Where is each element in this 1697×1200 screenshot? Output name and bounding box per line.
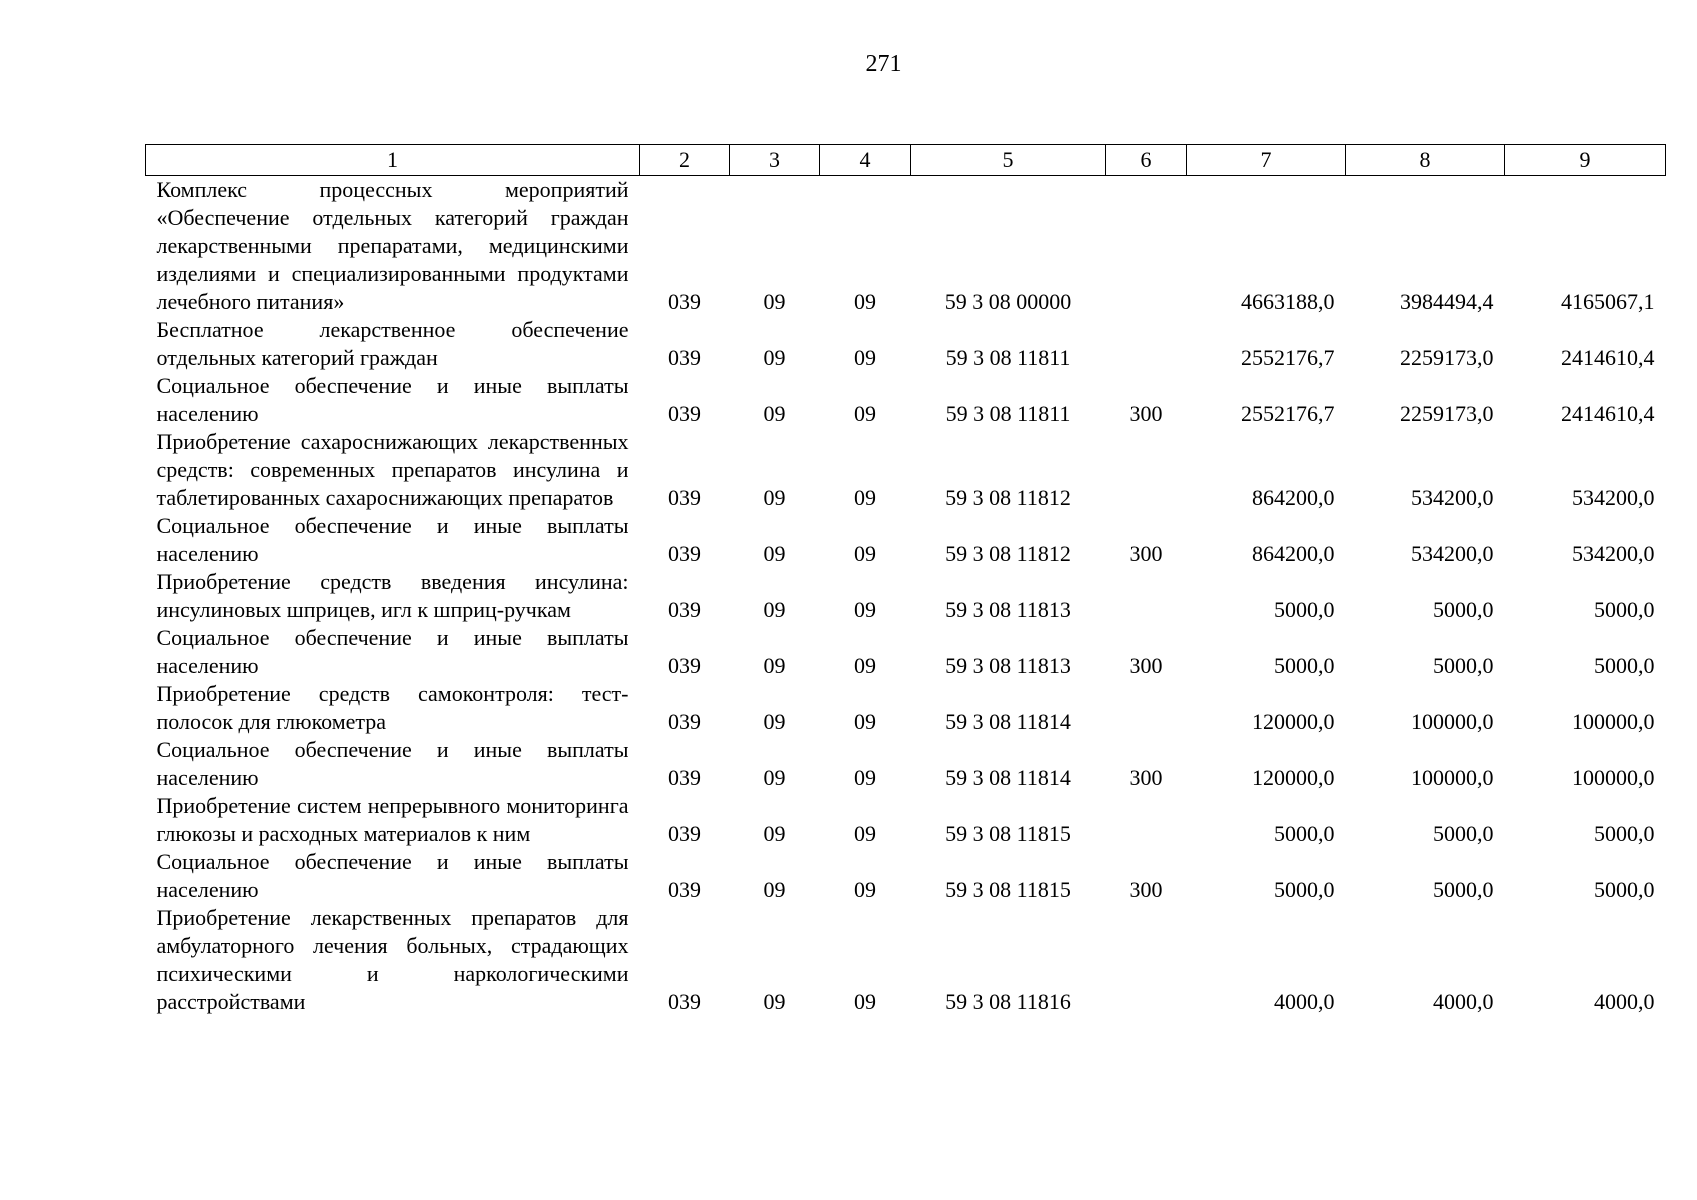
section-cell: 09 xyxy=(763,541,786,566)
expense-type-cell xyxy=(1106,316,1187,372)
amount-year2-cell: 4000,0 xyxy=(1433,989,1494,1014)
admin-code-cell: 039 xyxy=(668,485,701,510)
amount-year1-cell: 4000,0 xyxy=(1274,989,1335,1014)
admin-code-cell: 039 xyxy=(668,401,701,426)
admin-code-cell: 039 xyxy=(668,709,701,734)
amount-year1-cell: 2552176,7 xyxy=(1241,345,1335,370)
row-description: Социальное обеспечение и иные выплаты населению xyxy=(156,513,629,566)
amount-year1-cell: 5000,0 xyxy=(1274,821,1335,846)
amount-year1-cell: 864200,0 xyxy=(1252,485,1335,510)
section-cell: 09 xyxy=(763,709,786,734)
header-row xyxy=(146,145,1666,176)
admin-code-cell: 039 xyxy=(668,989,701,1014)
row-description: Социальное обеспечение и иные выплаты населению xyxy=(156,849,629,902)
target-article-cell: 59 3 08 11815 xyxy=(945,821,1071,846)
amount-year1-cell: 120000,0 xyxy=(1252,709,1335,734)
table-row xyxy=(146,680,1666,736)
column-header-4: 4 xyxy=(820,145,911,176)
amount-year2-cell: 5000,0 xyxy=(1433,821,1494,846)
subsection-cell: 09 xyxy=(854,653,876,678)
amount-year3-cell: 4000,0 xyxy=(1594,989,1655,1014)
expense-type-cell: 300 xyxy=(1129,877,1163,902)
admin-code-cell: 039 xyxy=(668,765,701,790)
section-cell: 09 xyxy=(763,401,786,426)
amount-year2-cell: 534200,0 xyxy=(1411,541,1494,566)
subsection-cell: 09 xyxy=(854,345,876,370)
row-description: Комплекс процессных мероприятий «Обеспечение отдельных категорий граждан лекарственными препаратами, медицинскими изделиями и специализированными продуктами лечебного питания» xyxy=(156,177,629,314)
amount-year1-cell: 5000,0 xyxy=(1274,653,1335,678)
column-header-6: 6 xyxy=(1106,145,1187,176)
amount-year2-cell: 2259173,0 xyxy=(1400,401,1494,426)
amount-year3-cell: 2414610,4 xyxy=(1561,401,1655,426)
row-description: Социальное обеспечение и иные выплаты населению xyxy=(156,737,629,790)
budget-table xyxy=(145,144,1666,1016)
section-cell: 09 xyxy=(763,485,786,510)
target-article-cell: 59 3 08 11812 xyxy=(945,485,1071,510)
admin-code-cell: 039 xyxy=(668,653,701,678)
amount-year1-cell: 2552176,7 xyxy=(1241,401,1335,426)
section-cell: 09 xyxy=(763,821,786,846)
row-description: Бесплатное лекарственное обеспечение отдельных категорий граждан xyxy=(156,317,629,370)
page-number: 271 xyxy=(865,51,902,77)
expense-type-cell xyxy=(1106,176,1187,317)
admin-code-cell: 039 xyxy=(668,597,701,622)
table-row xyxy=(146,624,1666,680)
target-article-cell: 59 3 08 11813 xyxy=(945,597,1071,622)
subsection-cell: 09 xyxy=(854,821,876,846)
target-article-cell: 59 3 08 11816 xyxy=(945,989,1071,1014)
row-description: Приобретение систем непрерывного мониторинга глюкозы и расходных материалов к ним xyxy=(156,793,629,846)
expense-type-cell xyxy=(1106,568,1187,624)
target-article-cell: 59 3 08 11814 xyxy=(945,765,1071,790)
amount-year1-cell: 864200,0 xyxy=(1252,541,1335,566)
subsection-cell: 09 xyxy=(854,709,876,734)
amount-year3-cell: 4165067,1 xyxy=(1561,289,1655,314)
budget-table-container xyxy=(145,144,1665,1016)
target-article-cell: 59 3 08 11811 xyxy=(945,345,1071,370)
admin-code-cell: 039 xyxy=(668,345,701,370)
amount-year3-cell: 2414610,4 xyxy=(1561,345,1655,370)
amount-year2-cell: 5000,0 xyxy=(1433,877,1494,902)
amount-year2-cell: 2259173,0 xyxy=(1400,345,1494,370)
expense-type-cell: 300 xyxy=(1129,765,1163,790)
table-row xyxy=(146,792,1666,848)
subsection-cell: 09 xyxy=(854,541,876,566)
subsection-cell: 09 xyxy=(854,877,876,902)
target-article-cell: 59 3 08 11814 xyxy=(945,709,1071,734)
amount-year1-cell: 5000,0 xyxy=(1274,877,1335,902)
amount-year1-cell: 5000,0 xyxy=(1274,597,1335,622)
column-header-5: 5 xyxy=(911,145,1106,176)
table-row xyxy=(146,316,1666,372)
section-cell: 09 xyxy=(763,597,786,622)
table-body xyxy=(146,176,1666,1017)
column-header-7: 7 xyxy=(1187,145,1346,176)
subsection-cell: 09 xyxy=(854,597,876,622)
subsection-cell: 09 xyxy=(854,989,876,1014)
row-description: Приобретение лекарственных препаратов для амбулаторного лечения больных, страдающих психическими и наркологическими расстройствами xyxy=(156,905,629,1014)
expense-type-cell xyxy=(1106,792,1187,848)
amount-year2-cell: 100000,0 xyxy=(1411,765,1494,790)
target-article-cell: 59 3 08 11815 xyxy=(945,877,1071,902)
column-header-1: 1 xyxy=(146,145,640,176)
row-description: Приобретение средств самоконтроля: тест-полосок для глюкометра xyxy=(156,681,629,734)
expense-type-cell: 300 xyxy=(1129,653,1163,678)
amount-year3-cell: 5000,0 xyxy=(1594,653,1655,678)
amount-year1-cell: 4663188,0 xyxy=(1241,289,1335,314)
table-row xyxy=(146,372,1666,428)
expense-type-cell xyxy=(1106,904,1187,1016)
amount-year3-cell: 534200,0 xyxy=(1572,485,1655,510)
column-header-2: 2 xyxy=(640,145,730,176)
admin-code-cell: 039 xyxy=(668,541,701,566)
row-description: Приобретение сахароснижающих лекарственных средств: современных препаратов инсулина и таблетированных сахароснижающих препаратов xyxy=(156,429,629,510)
amount-year3-cell: 100000,0 xyxy=(1572,709,1655,734)
amount-year3-cell: 5000,0 xyxy=(1594,877,1655,902)
amount-year2-cell: 5000,0 xyxy=(1433,653,1494,678)
section-cell: 09 xyxy=(763,877,786,902)
row-description: Социальное обеспечение и иные выплаты населению xyxy=(156,625,629,678)
section-cell: 09 xyxy=(763,345,786,370)
expense-type-cell xyxy=(1106,428,1187,512)
amount-year1-cell: 120000,0 xyxy=(1252,765,1335,790)
amount-year2-cell: 534200,0 xyxy=(1411,485,1494,510)
amount-year3-cell: 5000,0 xyxy=(1594,597,1655,622)
expense-type-cell: 300 xyxy=(1129,541,1163,566)
amount-year2-cell: 100000,0 xyxy=(1411,709,1494,734)
admin-code-cell: 039 xyxy=(668,821,701,846)
table-row xyxy=(146,176,1666,317)
table-row xyxy=(146,512,1666,568)
target-article-cell: 59 3 08 11813 xyxy=(945,653,1071,678)
section-cell: 09 xyxy=(763,989,786,1014)
amount-year3-cell: 534200,0 xyxy=(1572,541,1655,566)
amount-year2-cell: 5000,0 xyxy=(1433,597,1494,622)
subsection-cell: 09 xyxy=(854,401,876,426)
table-row xyxy=(146,904,1666,1016)
expense-type-cell: 300 xyxy=(1129,401,1163,426)
column-header-3: 3 xyxy=(730,145,820,176)
section-cell: 09 xyxy=(763,289,786,314)
target-article-cell: 59 3 08 00000 xyxy=(944,289,1072,314)
table-row xyxy=(146,848,1666,904)
section-cell: 09 xyxy=(763,765,786,790)
amount-year2-cell: 3984494,4 xyxy=(1400,289,1494,314)
table-row xyxy=(146,736,1666,792)
column-header-9: 9 xyxy=(1505,145,1666,176)
target-article-cell: 59 3 08 11811 xyxy=(945,401,1071,426)
admin-code-cell: 039 xyxy=(668,289,701,314)
subsection-cell: 09 xyxy=(854,485,876,510)
table-row xyxy=(146,568,1666,624)
admin-code-cell: 039 xyxy=(668,877,701,902)
target-article-cell: 59 3 08 11812 xyxy=(945,541,1071,566)
amount-year3-cell: 100000,0 xyxy=(1572,765,1655,790)
amount-year3-cell: 5000,0 xyxy=(1594,821,1655,846)
table-header xyxy=(146,145,1666,176)
subsection-cell: 09 xyxy=(854,765,876,790)
table-row xyxy=(146,428,1666,512)
expense-type-cell xyxy=(1106,680,1187,736)
section-cell: 09 xyxy=(763,653,786,678)
row-description: Социальное обеспечение и иные выплаты населению xyxy=(156,373,629,426)
subsection-cell: 09 xyxy=(854,289,876,314)
column-header-8: 8 xyxy=(1346,145,1505,176)
row-description: Приобретение средств введения инсулина: инсулиновых шприцев, игл к шприц-ручкам xyxy=(156,569,629,622)
